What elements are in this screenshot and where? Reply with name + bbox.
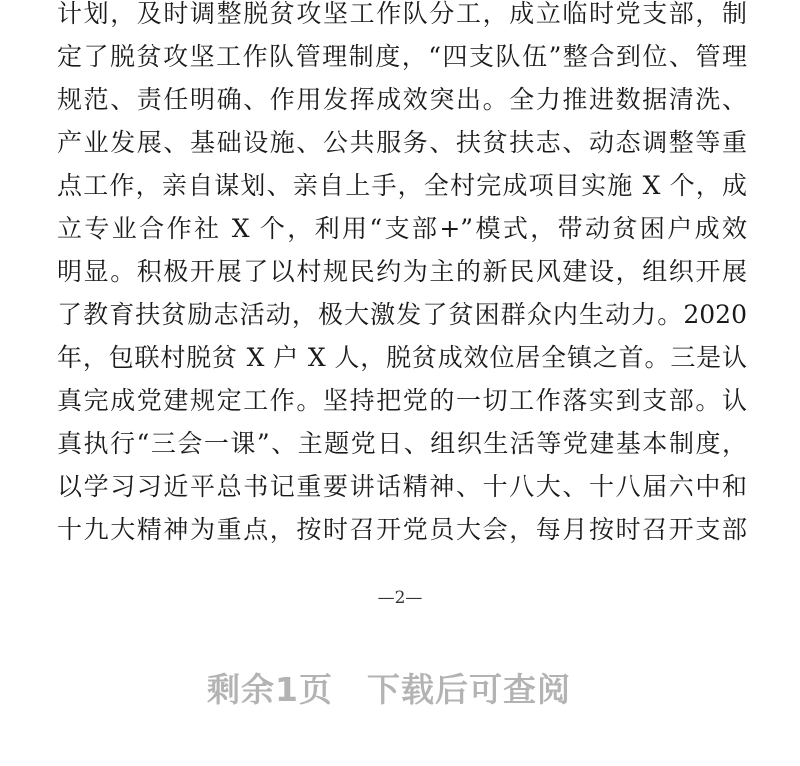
text-line: 计划，及时调整脱贫攻坚工作队分工，成立临时党支部，制 — [57, 0, 747, 28]
text-line: 真完成党建规定工作。坚持把党的一切工作落实到支部。认 — [57, 386, 747, 415]
text-line: 规范、责任明确、作用发挥成效突出。全力推进数据清洗、 — [57, 85, 747, 114]
text-line: 以学习习近平总书记重要讲话精神、十八大、十八届六中和 — [57, 472, 747, 501]
text-line: 立专业合作社 X 个，利用“支部+”模式，带动贫困户成效 — [57, 214, 747, 243]
text-line: 定了脱贫攻坚工作队管理制度，“四支队伍”整合到位、管理 — [57, 42, 747, 71]
download-hint-button[interactable]: 剩余1页 下载后可查阅 — [207, 670, 571, 709]
text-line: 真执行“三会一课”、主题党日、组织生活等党建基本制度， — [57, 429, 747, 458]
text-line: 明显。积极开展了以村规民约为主的新民风建设，组织开展 — [57, 257, 747, 286]
text-line: 点工作，亲自谋划、亲自上手，全村完成项目实施 X 个，成 — [57, 171, 747, 200]
text-line: 十九大精神为重点，按时召开党员大会，每月按时召开支部 — [57, 515, 747, 544]
text-line: 了教育扶贫励志活动，极大激发了贫困群众内生动力。2020 — [57, 300, 747, 329]
body-text — [57, 0, 747, 551]
page-number: —2— — [377, 588, 423, 608]
text-line: 年，包联村脱贫 X 户 X 人，脱贫成效位居全镇之首。三是认 — [57, 343, 747, 372]
text-line: 产业发展、基础设施、公共服务、扶贫扶志、动态调整等重 — [57, 128, 747, 157]
